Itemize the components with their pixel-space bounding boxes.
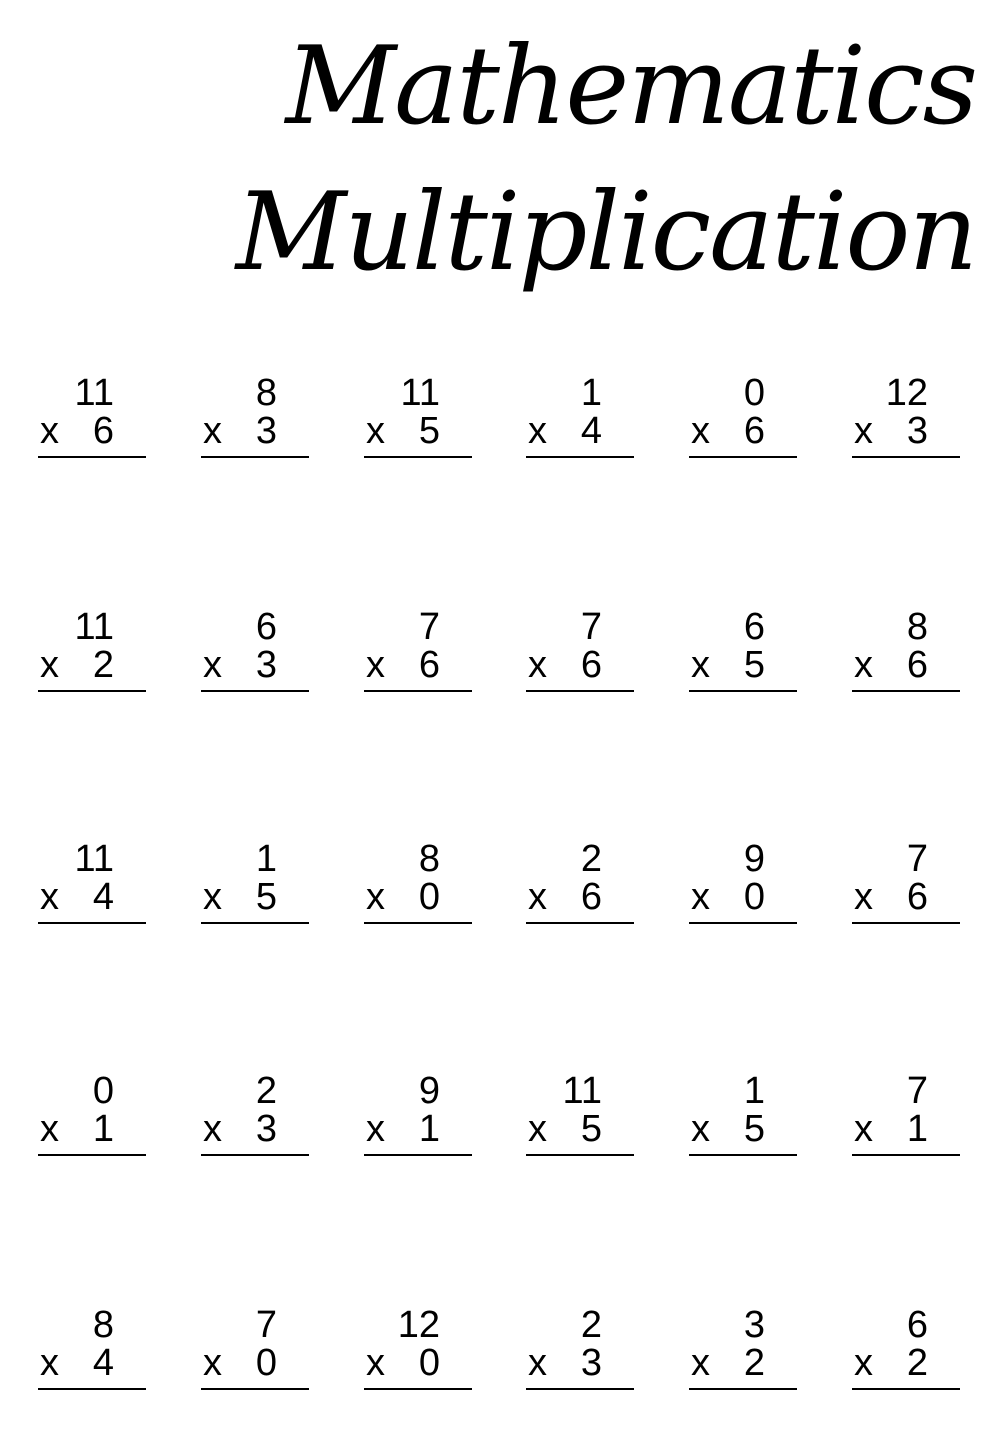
answer-line [526,1154,634,1156]
multiplier: 3 [906,410,928,452]
problem-r1-c6 [852,372,960,462]
problem-r2-c5 [689,606,797,696]
problem-r2-c4 [526,606,634,696]
problem-r5-c6 [852,1304,960,1394]
multiplicand: 2 [580,1304,602,1346]
problem-r3-c3 [364,838,472,928]
answer-line [201,456,309,458]
multiplicand: 8 [92,1304,114,1346]
answer-line [38,456,146,458]
multiplicand: 2 [580,838,602,880]
problem-r4-c1 [38,1070,146,1160]
multiplicand: 11 [74,372,114,414]
multiplier: 5 [580,1108,602,1150]
answer-line [38,1388,146,1390]
answer-line [364,1388,472,1390]
multiply-sign: x [366,1108,385,1150]
answer-line [852,1388,960,1390]
answer-line [689,690,797,692]
multiply-sign: x [366,644,385,686]
answer-line [38,922,146,924]
multiply-sign: x [854,1108,873,1150]
multiplier: 0 [255,1342,277,1384]
multiplier: 4 [580,410,602,452]
multiplicand: 11 [74,838,114,880]
problem-r5-c1 [38,1304,146,1394]
multiply-sign: x [203,876,222,918]
multiplicand: 7 [906,838,928,880]
multiplicand: 0 [92,1070,114,1112]
answer-line [364,456,472,458]
title-line-1: Mathematics [285,24,976,149]
multiplier: 6 [92,410,114,452]
multiply-sign: x [528,1108,547,1150]
multiply-sign: x [528,876,547,918]
multiply-sign: x [854,644,873,686]
multiplier: 1 [92,1108,114,1150]
multiplicand: 12 [397,1304,440,1346]
multiplicand: 7 [580,606,602,648]
answer-line [201,690,309,692]
answer-line [689,1154,797,1156]
title-line-2: Multiplication [235,170,976,295]
multiply-sign: x [203,1342,222,1384]
multiplier: 2 [743,1342,765,1384]
problem-r5-c4 [526,1304,634,1394]
multiplicand: 11 [400,372,440,414]
multiplier: 1 [906,1108,928,1150]
multiplier: 1 [418,1108,440,1150]
multiplier: 5 [418,410,440,452]
multiplicand: 3 [743,1304,765,1346]
problem-r5-c3 [364,1304,472,1394]
multiply-sign: x [854,1342,873,1384]
multiplier: 2 [92,644,114,686]
multiply-sign: x [691,876,710,918]
answer-line [38,1154,146,1156]
multiply-sign: x [203,410,222,452]
multiplicand: 2 [255,1070,277,1112]
multiplicand: 6 [255,606,277,648]
problem-r1-c4 [526,372,634,462]
multiply-sign: x [40,1342,59,1384]
worksheet-title [236,14,976,306]
multiplier: 5 [743,1108,765,1150]
answer-line [201,1154,309,1156]
multiply-sign: x [40,644,59,686]
answer-line [689,456,797,458]
answer-line [364,690,472,692]
multiply-sign: x [854,410,873,452]
multiplicand: 6 [906,1304,928,1346]
problem-r4-c3 [364,1070,472,1160]
multiply-sign: x [691,1108,710,1150]
multiplier: 4 [92,1342,114,1384]
multiply-sign: x [366,410,385,452]
problem-r5-c2 [201,1304,309,1394]
multiply-sign: x [691,410,710,452]
multiplier: 6 [743,410,765,452]
multiplicand: 8 [418,838,440,880]
multiply-sign: x [528,410,547,452]
multiply-sign: x [40,410,59,452]
multiply-sign: x [203,644,222,686]
problem-r2-c2 [201,606,309,696]
answer-line [526,690,634,692]
problem-r2-c3 [364,606,472,696]
problem-r2-c6 [852,606,960,696]
problem-r1-c5 [689,372,797,462]
multiplier: 5 [255,876,277,918]
multiply-sign: x [366,1342,385,1384]
multiply-sign: x [528,644,547,686]
multiply-sign: x [691,1342,710,1384]
multiplicand: 9 [418,1070,440,1112]
multiply-sign: x [40,876,59,918]
multiply-sign: x [203,1108,222,1150]
multiplier: 3 [255,644,277,686]
answer-line [852,922,960,924]
multiply-sign: x [366,876,385,918]
multiplicand: 1 [580,372,602,414]
multiplier: 6 [906,644,928,686]
answer-line [364,922,472,924]
answer-line [526,922,634,924]
problem-r4-c4 [526,1070,634,1160]
problem-r4-c6 [852,1070,960,1160]
answer-line [201,922,309,924]
multiplier: 0 [743,876,765,918]
multiplier: 3 [255,410,277,452]
multiply-sign: x [854,876,873,918]
answer-line [526,456,634,458]
problem-r1-c3 [364,372,472,462]
multiplier: 6 [418,644,440,686]
answer-line [38,690,146,692]
multiply-sign: x [40,1108,59,1150]
problem-r4-c2 [201,1070,309,1160]
multiplier: 3 [580,1342,602,1384]
answer-line [689,922,797,924]
multiplier: 2 [906,1342,928,1384]
problem-r2-c1 [38,606,146,696]
multiplicand: 11 [562,1070,602,1112]
answer-line [689,1388,797,1390]
multiplier: 0 [418,1342,440,1384]
problem-r3-c6 [852,838,960,928]
answer-line [852,690,960,692]
answer-line [364,1154,472,1156]
answer-line [852,1154,960,1156]
multiplier: 6 [580,876,602,918]
answer-line [526,1388,634,1390]
problem-r3-c1 [38,838,146,928]
problem-r1-c1 [38,372,146,462]
multiplicand: 6 [743,606,765,648]
answer-line [852,456,960,458]
multiplicand: 1 [255,838,277,880]
problem-r1-c2 [201,372,309,462]
answer-line [201,1388,309,1390]
multiplicand: 11 [74,606,114,648]
problem-r5-c5 [689,1304,797,1394]
problem-r3-c2 [201,838,309,928]
multiplicand: 7 [255,1304,277,1346]
multiplicand: 8 [906,606,928,648]
multiplicand: 1 [743,1070,765,1112]
multiply-sign: x [691,644,710,686]
problem-r4-c5 [689,1070,797,1160]
multiplicand: 9 [743,838,765,880]
multiplier: 0 [418,876,440,918]
multiplicand: 7 [418,606,440,648]
multiplicand: 8 [255,372,277,414]
problem-r3-c4 [526,838,634,928]
multiplier: 4 [92,876,114,918]
multiplier: 6 [580,644,602,686]
problem-r3-c5 [689,838,797,928]
multiply-sign: x [528,1342,547,1384]
multiplicand: 7 [906,1070,928,1112]
multiplicand: 12 [885,372,928,414]
multiplier: 6 [906,876,928,918]
multiplier: 5 [743,644,765,686]
multiplicand: 0 [743,372,765,414]
multiplier: 3 [255,1108,277,1150]
